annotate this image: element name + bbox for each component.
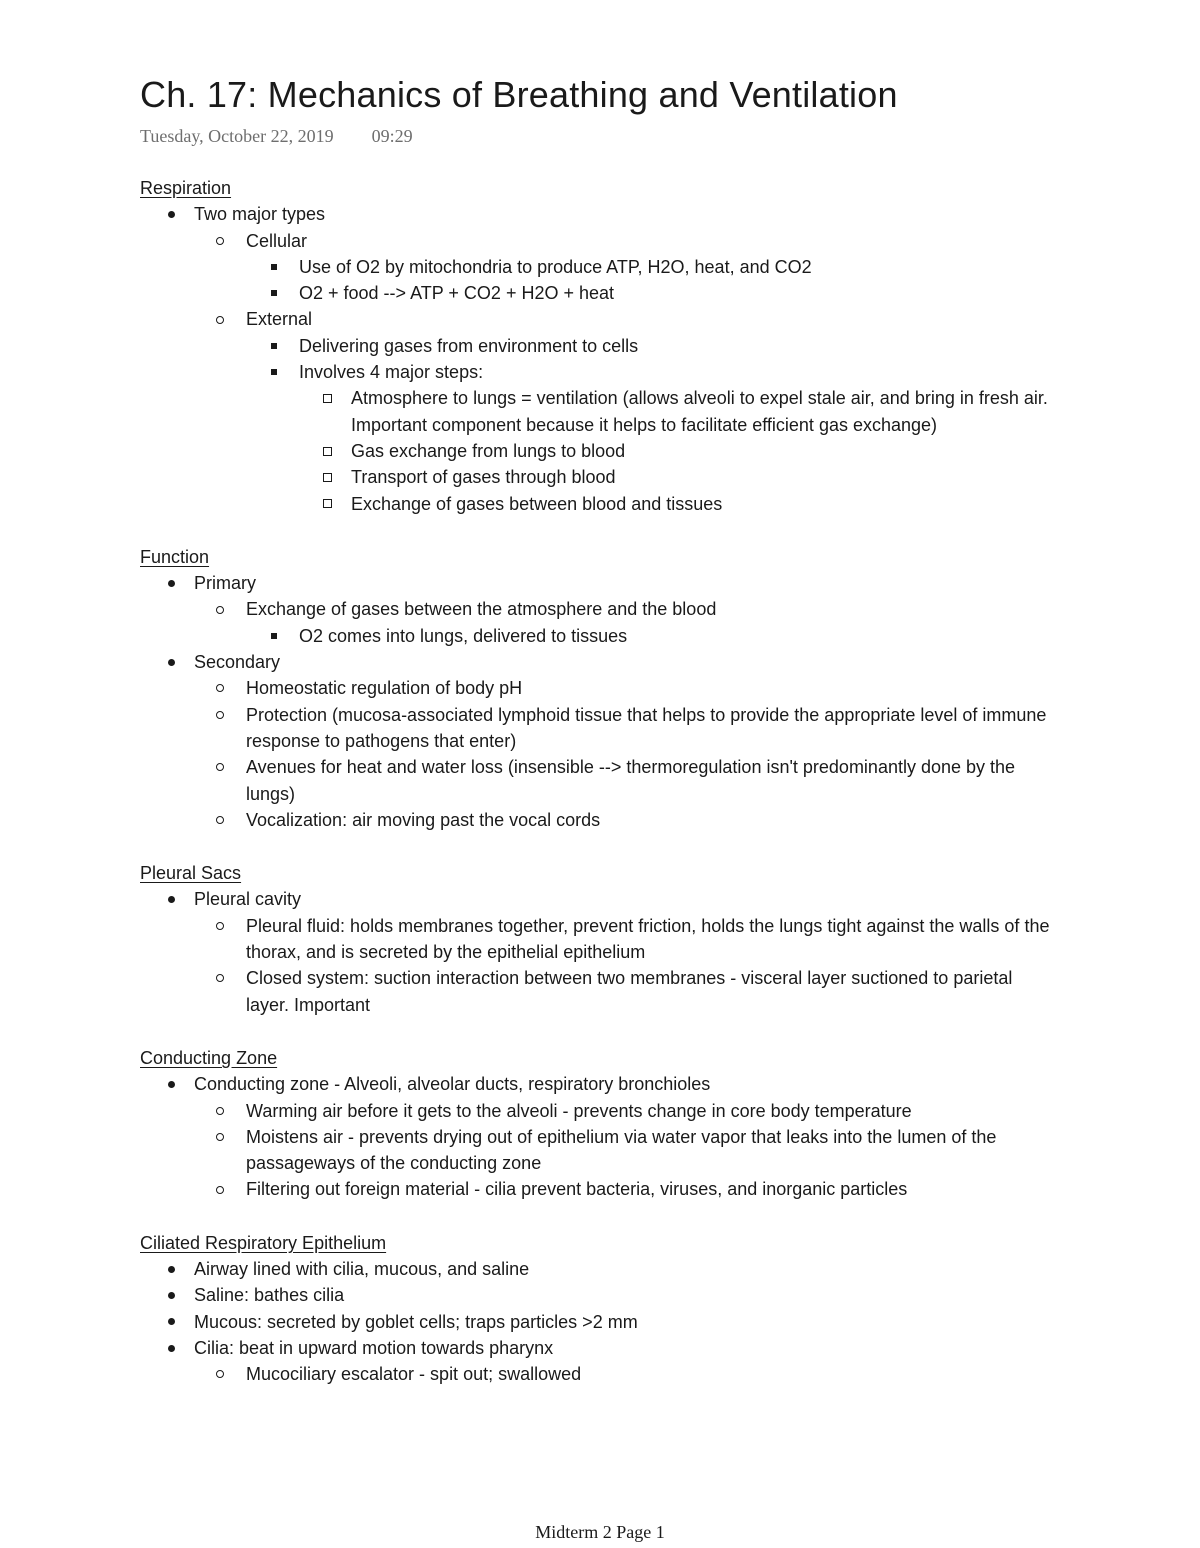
bullet-marker-icon xyxy=(216,702,224,728)
list-item-text: O2 comes into lungs, delivered to tissues xyxy=(299,625,628,646)
bullet-marker-icon xyxy=(216,1124,224,1150)
list-item-text: Homeostatic regulation of body pH xyxy=(246,678,523,699)
list-item xyxy=(140,623,1060,649)
list-item xyxy=(140,754,1060,807)
bullet-marker-icon xyxy=(216,306,224,332)
list-item xyxy=(140,280,1060,306)
bullet-marker-icon xyxy=(216,1361,224,1387)
bullet-marker-icon xyxy=(216,807,224,833)
section-heading: Pleural Sacs xyxy=(140,863,242,884)
list-item-text: Warming air before it gets to the alveoli - prevents change in core body temperature xyxy=(246,1100,912,1121)
bullet-marker-icon xyxy=(168,201,175,227)
bullet-marker-icon xyxy=(323,491,332,517)
list-item-text: External xyxy=(246,309,313,330)
list-item xyxy=(140,228,1060,254)
bullet-marker-icon xyxy=(271,254,277,280)
bullet-marker-icon xyxy=(168,570,175,596)
bullet-marker-icon xyxy=(216,965,224,991)
note-metadata xyxy=(140,124,413,148)
list-item xyxy=(140,570,1060,596)
section-heading: Respiration xyxy=(140,178,232,198)
bullet-marker-icon xyxy=(271,333,277,359)
section-respiration xyxy=(140,175,1060,517)
bullet-marker-icon xyxy=(168,1071,175,1097)
list-item xyxy=(140,913,1060,966)
bullet-list xyxy=(140,201,1060,517)
list-item xyxy=(140,306,1060,332)
list-item xyxy=(140,333,1060,359)
list-item-text: Pleural cavity xyxy=(194,889,302,910)
list-item xyxy=(140,1335,1060,1361)
list-item xyxy=(140,1098,1060,1124)
bullet-marker-icon xyxy=(216,596,224,622)
bullet-marker-icon xyxy=(168,1335,175,1361)
bullet-list xyxy=(140,1256,1060,1387)
bullet-marker-icon xyxy=(168,886,175,912)
list-item xyxy=(140,1282,1060,1308)
list-item-text: Avenues for heat and water loss (insensible --> thermoregulation isn't predominantly done by the lungs) xyxy=(246,757,1016,804)
list-item xyxy=(140,201,1060,227)
bullet-marker-icon xyxy=(216,1098,224,1124)
list-item xyxy=(140,886,1060,912)
list-item-text: Atmosphere to lungs = ventilation (allows alveoli to expel stale air, and bring in fresh air. Important component because it helps to facilitate efficient gas exchange) xyxy=(351,388,1048,435)
note-date: Tuesday, October 22, 2019 xyxy=(140,126,334,146)
list-item xyxy=(140,675,1060,701)
list-item xyxy=(140,807,1060,833)
list-item xyxy=(140,359,1060,385)
list-item-text: Protection (mucosa-associated lymphoid tissue that helps to provide the appropriate level of immune response to pathogens that enter) xyxy=(246,704,1047,751)
bullet-list xyxy=(140,886,1060,1017)
list-item-text: Use of O2 by mitochondria to produce ATP, H2O, heat, and CO2 xyxy=(299,256,812,277)
section-pleural-sacs xyxy=(140,860,1060,1018)
list-item xyxy=(140,491,1060,517)
list-item xyxy=(140,1309,1060,1335)
list-item-text: Pleural fluid: holds membranes together, prevent friction, holds the lungs tight against the walls of the thorax, and is secreted by the epithelial epithelium xyxy=(246,915,1050,963)
list-item xyxy=(140,464,1060,490)
bullet-marker-icon xyxy=(216,228,224,254)
list-item-text: Filtering out foreign material - cilia prevent bacteria, viruses, and inorganic particles xyxy=(246,1179,908,1200)
list-item-text: Conducting zone - Alveoli, alveolar ducts, respiratory bronchioles xyxy=(194,1074,711,1095)
section-heading: Conducting Zone xyxy=(140,1047,278,1068)
list-item-text: Primary xyxy=(194,573,256,594)
list-item-text: Cilia: beat in upward motion towards pharynx xyxy=(194,1337,554,1358)
list-item xyxy=(140,1176,1060,1202)
list-item-text: Involves 4 major steps: xyxy=(299,362,484,383)
bullet-marker-icon xyxy=(323,385,332,411)
page-footer: Midterm 2 Page 1 xyxy=(535,1522,665,1542)
section-conducting-zone xyxy=(140,1045,1060,1203)
list-item xyxy=(140,254,1060,280)
note-time: 09:29 xyxy=(371,126,413,146)
bullet-marker-icon xyxy=(271,280,277,306)
list-item xyxy=(140,1361,1060,1387)
list-item xyxy=(140,702,1060,755)
bullet-marker-icon xyxy=(168,1282,175,1308)
section-function xyxy=(140,544,1060,833)
section-ciliated-respiratory-epithelium xyxy=(140,1230,1060,1388)
list-item-text: Exchange of gases between blood and tissues xyxy=(351,493,723,514)
list-item-text: O2 + food --> ATP + CO2 + H2O + heat xyxy=(299,283,615,304)
list-item-text: Mucous: secreted by goblet cells; traps particles >2 mm xyxy=(194,1311,638,1332)
bullet-marker-icon xyxy=(216,1176,224,1202)
bullet-list xyxy=(140,570,1060,833)
bullet-marker-icon xyxy=(168,1309,175,1335)
list-item xyxy=(140,385,1060,438)
list-item-text: Delivering gases from environment to cells xyxy=(299,335,639,356)
list-item xyxy=(140,1124,1060,1177)
list-item xyxy=(140,965,1060,1018)
note-body xyxy=(140,175,1060,1414)
section-heading: Function xyxy=(140,546,210,567)
list-item-text: Vocalization: air moving past the vocal cords xyxy=(246,809,601,830)
bullet-marker-icon xyxy=(323,464,332,490)
bullet-list xyxy=(140,1071,1060,1202)
page-title: Ch. 17: Mechanics of Breathing and Ventilation xyxy=(140,74,898,115)
bullet-marker-icon xyxy=(271,623,277,649)
bullet-marker-icon xyxy=(323,438,332,464)
bullet-marker-icon xyxy=(271,359,277,385)
list-item-text: Cellular xyxy=(246,230,308,251)
bullet-marker-icon xyxy=(168,1256,175,1282)
list-item xyxy=(140,649,1060,675)
list-item-text: Moistens air - prevents drying out of epithelium via water vapor that leaks into the lumen of the passageways of the conducting zone xyxy=(246,1126,997,1174)
list-item xyxy=(140,438,1060,464)
bullet-marker-icon xyxy=(216,913,224,939)
list-item-text: Gas exchange from lungs to blood xyxy=(351,440,626,461)
list-item-text: Mucociliary escalator - spit out; swallowed xyxy=(246,1364,582,1385)
list-item-text: Exchange of gases between the atmosphere and the blood xyxy=(246,599,717,620)
bullet-marker-icon xyxy=(168,649,175,675)
list-item xyxy=(140,1256,1060,1282)
list-item-text: Two major types xyxy=(194,204,326,225)
bullet-marker-icon xyxy=(216,754,224,780)
list-item-text: Transport of gases through blood xyxy=(351,467,616,488)
list-item-text: Saline: bathes cilia xyxy=(194,1285,345,1306)
bullet-marker-icon xyxy=(216,675,224,701)
list-item-text: Closed system: suction interaction between two membranes - visceral layer suctioned to parietal layer. Important xyxy=(246,968,1013,1015)
list-item-text: Airway lined with cilia, mucous, and saline xyxy=(194,1258,530,1279)
section-heading: Ciliated Respiratory Epithelium xyxy=(140,1232,387,1253)
list-item xyxy=(140,1071,1060,1097)
list-item xyxy=(140,596,1060,622)
list-item-text: Secondary xyxy=(194,652,281,673)
